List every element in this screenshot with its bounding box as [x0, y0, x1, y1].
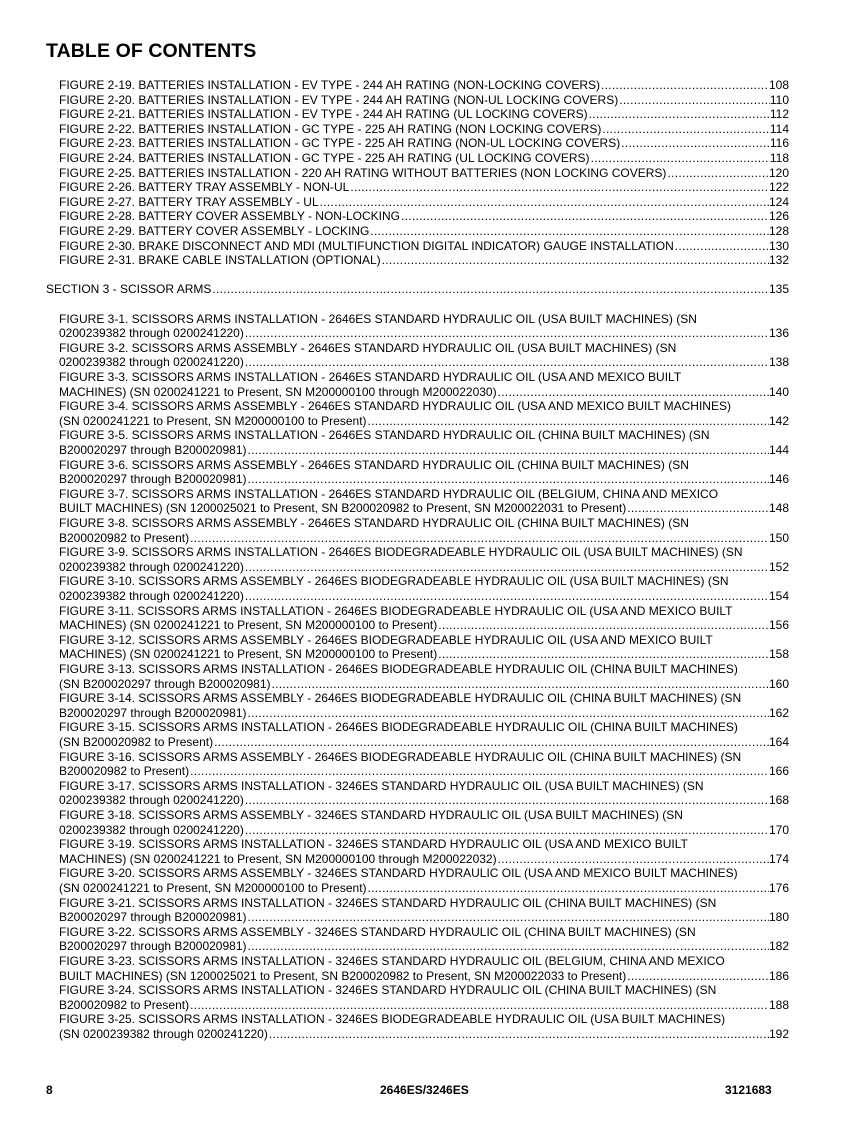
toc-page-number: 128	[768, 224, 789, 238]
toc-entry-text: B200020297 through B200020981)	[59, 939, 247, 954]
toc-entry-text: FIGURE 3-7. SCISSORS ARMS INSTALLATION - 2646ES STANDARD HYDRAULIC OIL (BELGIUM, CHINA AND MEXICO	[59, 486, 719, 501]
toc-page-number: 154	[768, 589, 789, 603]
toc-entry-text: FIGURE 3-11. SCISSORS ARMS INSTALLATION - 2646ES BIODEGRADEABLE HYDRAULIC OIL (USA AND MEXICO BUILT	[59, 603, 733, 618]
toc-entry-text: FIGURE 2-26. BATTERY TRAY ASSEMBLY - NON-UL	[59, 180, 350, 195]
toc-entry-text: FIGURE 3-21. SCISSORS ARMS INSTALLATION - 3246ES STANDARD HYDRAULIC OIL (CHINA BUILT MACHINES) (SN	[59, 895, 717, 910]
toc-entry-line	[59, 969, 789, 984]
toc-entry-text: 0200239382 through 0200241220)	[59, 355, 244, 370]
dot-leader	[619, 93, 770, 108]
dot-leader	[245, 560, 769, 575]
toc-entry-text: (SN 0200239382 through 0200241220)	[59, 1027, 268, 1041]
toc-page-number: 138	[768, 355, 789, 370]
toc-entry-line	[59, 78, 789, 93]
toc-page-number: 144	[768, 443, 789, 457]
dot-leader	[621, 136, 770, 151]
page-title: TABLE OF CONTENTS	[46, 40, 257, 62]
toc-entry-text: 0200239382 through 0200241220)	[59, 793, 244, 808]
toc-entry-line	[59, 735, 789, 750]
dot-leader	[368, 414, 769, 429]
toc-entry-line	[59, 531, 789, 546]
toc-entry-text: FIGURE 3-22. SCISSORS ARMS ASSEMBLY - 3246ES STANDARD HYDRAULIC OIL (CHINA BUILT MACHINES) (SN	[59, 924, 696, 939]
toc-page-number: 126	[768, 209, 789, 224]
dot-leader	[190, 764, 769, 779]
toc-entry-text: FIGURE 3-2. SCISSORS ARMS ASSEMBLY - 2646ES STANDARD HYDRAULIC OIL (USA BUILT MACHINES) (SN	[59, 340, 677, 355]
dot-leader	[601, 78, 769, 93]
toc-entry-text: MACHINES) (SN 0200241221 to Present, SN M200000100 to Present)	[59, 618, 438, 633]
toc-page-number: 118	[769, 151, 789, 165]
toc-entry-line	[46, 282, 789, 297]
dot-leader	[245, 326, 769, 341]
toc-entry-text: FIGURE 3-13. SCISSORS ARMS INSTALLATION - 2646ES BIODEGRADEABLE HYDRAULIC OIL (CHINA BUILT MACHINES)	[59, 662, 738, 676]
toc-page-number: 156	[768, 618, 789, 633]
toc-page-number: 142	[768, 413, 789, 428]
toc-entry-line	[59, 881, 789, 896]
toc-entry-text: (SN 0200241221 to Present, SN M200000100 to Present)	[59, 413, 367, 428]
toc-entry-text: FIGURE 2-27. BATTERY TRAY ASSEMBLY - UL	[59, 194, 319, 209]
toc-entry-line	[59, 355, 789, 370]
dot-leader	[498, 852, 769, 867]
toc-page-number: 192	[768, 1027, 789, 1041]
toc-entry-text: FIGURE 2-28. BATTERY COVER ASSEMBLY - NON-LOCKING	[59, 209, 400, 224]
toc-entry-text: 0200239382 through 0200241220)	[59, 559, 244, 574]
toc-entry-text: FIGURE 3-23. SCISSORS ARMS INSTALLATION - 3246ES STANDARD HYDRAULIC OIL (BELGIUM, CHINA AND MEXICO	[59, 954, 725, 968]
toc-entry-text: FIGURE 3-1. SCISSORS ARMS INSTALLATION - 2646ES STANDARD HYDRAULIC OIL (USA BUILT MACHINES) (SN	[59, 311, 697, 326]
toc-entry-text: BUILT MACHINES) (SN 1200025021 to Present, SN B200020982 to Present, SN M200022033 to Present)	[59, 968, 627, 983]
dot-leader	[591, 151, 770, 166]
dot-leader	[248, 939, 769, 954]
toc-page-number: 108	[768, 78, 789, 92]
toc-entry-line	[59, 414, 789, 429]
toc-entry-text: B200020982 to Present)	[59, 997, 190, 1012]
toc-page-number: 160	[768, 676, 789, 691]
footer-page-number: 8	[46, 1083, 53, 1097]
toc-entry-line	[59, 443, 789, 458]
toc-page-number: 182	[768, 939, 789, 954]
dot-leader	[350, 180, 769, 195]
toc-entry-text: FIGURE 2-30. BRAKE DISCONNECT AND MDI (MULTIFUNCTION DIGITAL INDICATOR) GAUGE INSTALLATION	[59, 238, 674, 253]
toc-entry-line	[59, 501, 789, 516]
toc-page-number: 168	[768, 793, 789, 808]
dot-leader	[320, 195, 769, 210]
dot-leader	[438, 618, 769, 633]
toc-entry-text: FIGURE 2-25. BATTERIES INSTALLATION - 220 AH RATING WITHOUT BATTERIES (NON LOCKING COVERS)	[59, 165, 667, 180]
toc-entry-text: FIGURE 2-20. BATTERIES INSTALLATION - EV TYPE - 244 AH RATING (NON-UL LOCKING COVERS)	[59, 92, 619, 107]
toc-page-number: 150	[768, 530, 789, 545]
dot-leader	[382, 253, 769, 268]
toc-entry-line	[59, 136, 789, 151]
toc-entry-text: B200020982 to Present)	[59, 530, 190, 545]
dot-leader	[190, 531, 769, 546]
toc-entry-line	[59, 253, 789, 268]
toc-entry-line	[59, 107, 789, 122]
dot-leader	[602, 122, 770, 137]
toc-entry-line	[59, 180, 789, 195]
toc-entry-text: FIGURE 3-12. SCISSORS ARMS ASSEMBLY - 2646ES BIODEGRADEABLE HYDRAULIC OIL (USA AND MEXICO BUILT	[59, 632, 713, 647]
dot-leader	[212, 282, 769, 297]
toc-page-number: 120	[768, 165, 789, 180]
dot-leader	[269, 1027, 769, 1042]
toc-entry-text: BUILT MACHINES) (SN 1200025021 to Present, SN B200020982 to Present, SN M200022031 to Present)	[59, 501, 627, 516]
dot-leader	[248, 910, 769, 925]
toc-page-number: 114	[769, 121, 789, 136]
toc-entry-text: FIGURE 3-8. SCISSORS ARMS ASSEMBLY - 2646ES STANDARD HYDRAULIC OIL (CHINA BUILT MACHINES) (SN	[59, 516, 689, 530]
toc-entry-text: MACHINES) (SN 0200241221 to Present, SN M200000100 to Present)	[59, 647, 438, 662]
toc-page-number: 164	[768, 735, 789, 749]
toc-page-number: 162	[768, 705, 789, 720]
toc-entry-text: B200020297 through B200020981)	[59, 443, 247, 457]
toc-page-number: 152	[768, 559, 789, 574]
toc-entry-line	[59, 764, 789, 779]
toc-entry-line	[59, 195, 789, 210]
toc-page-number: 110	[769, 92, 789, 107]
toc-entry-text: MACHINES) (SN 0200241221 to Present, SN M200000100 through M200022032)	[59, 851, 497, 866]
toc-entry-line	[59, 706, 789, 721]
dot-leader	[675, 239, 769, 254]
dot-leader	[589, 107, 770, 122]
dot-leader	[627, 501, 769, 516]
footer-doc-number: 3121683	[725, 1083, 772, 1097]
toc-page-number: 176	[768, 881, 789, 895]
toc-page-number: 116	[769, 136, 789, 151]
toc-entry-line	[59, 589, 789, 604]
toc-entry-text: FIGURE 3-15. SCISSORS ARMS INSTALLATION - 2646ES BIODEGRADEABLE HYDRAULIC OIL (CHINA BUILT MACHINES)	[59, 720, 738, 735]
toc-entry-text: FIGURE 2-23. BATTERIES INSTALLATION - GC TYPE - 225 AH RATING (NON-UL LOCKING COVERS)	[59, 136, 621, 151]
toc-entry-line	[59, 326, 789, 341]
toc-entry-text: FIGURE 2-19. BATTERIES INSTALLATION - EV TYPE - 244 AH RATING (NON-LOCKING COVERS)	[59, 78, 600, 92]
toc-entry-line	[59, 823, 789, 838]
toc-entry-text: (SN B200020982 to Present)	[59, 735, 214, 749]
toc-entry-text: FIGURE 3-19. SCISSORS ARMS INSTALLATION - 3246ES STANDARD HYDRAULIC OIL (USA AND MEXICO BUILT	[59, 837, 688, 852]
dot-leader	[627, 969, 769, 984]
toc-entry-line	[59, 852, 789, 867]
dot-leader	[248, 472, 769, 487]
toc-page-number: 122	[768, 180, 789, 195]
toc-entry-line	[59, 647, 789, 662]
toc-entry-text: 0200239382 through 0200241220)	[59, 326, 244, 341]
toc-entry-text: FIGURE 3-24. SCISSORS ARMS INSTALLATION - 3246ES STANDARD HYDRAULIC OIL (CHINA BUILT MACHINES) (SN	[59, 983, 717, 998]
toc-page-number: 135	[768, 282, 789, 297]
toc-entry-text: (SN B200020297 through B200020981)	[59, 676, 271, 691]
toc-entry-line	[59, 910, 789, 925]
toc-entry-line	[59, 151, 789, 166]
dot-leader	[370, 224, 769, 239]
toc-entry-line	[59, 560, 789, 575]
toc-entry-line	[59, 224, 789, 239]
toc-page-number: 112	[769, 107, 789, 122]
toc-entry-text: FIGURE 2-24. BATTERIES INSTALLATION - GC TYPE - 225 AH RATING (UL LOCKING COVERS)	[59, 151, 590, 165]
toc-entry-line	[59, 166, 789, 181]
toc-entry-line	[59, 239, 789, 254]
toc-entry-line	[59, 677, 789, 692]
toc-entry-line	[59, 122, 789, 137]
toc-entry-text: FIGURE 2-29. BATTERY COVER ASSEMBLY - LOCKING	[59, 224, 370, 238]
toc-entry-text: FIGURE 3-16. SCISSORS ARMS ASSEMBLY - 2646ES BIODEGRADEABLE HYDRAULIC OIL (CHINA BUILT MACHINES) (SN	[59, 749, 742, 764]
toc-entry-text: FIGURE 3-9. SCISSORS ARMS INSTALLATION - 2646ES BIODEGRADEABLE HYDRAULIC OIL (USA BUILT MACHINES) (SN	[59, 545, 743, 560]
dot-leader	[401, 209, 769, 224]
toc-entry-line	[59, 209, 789, 224]
toc-entry-text: FIGURE 3-6. SCISSORS ARMS ASSEMBLY - 2646ES STANDARD HYDRAULIC OIL (CHINA BUILT MACHINES) (SN	[59, 457, 689, 472]
toc-entry-line	[59, 472, 789, 487]
toc-entry-line	[59, 1027, 789, 1042]
dot-leader	[190, 998, 769, 1013]
toc-entry-text: FIGURE 3-18. SCISSORS ARMS ASSEMBLY - 3246ES STANDARD HYDRAULIC OIL (USA BUILT MACHINES) (SN	[59, 808, 683, 822]
toc-page-number: 146	[768, 472, 789, 487]
dot-leader	[368, 881, 769, 896]
toc-entry-text: 0200239382 through 0200241220)	[59, 589, 244, 603]
toc-entry-text: B200020297 through B200020981)	[59, 910, 247, 925]
toc-entry-text: FIGURE 3-17. SCISSORS ARMS INSTALLATION - 3246ES STANDARD HYDRAULIC OIL (USA BUILT MACHINES) (SN	[59, 778, 704, 793]
toc-entry-text: FIGURE 2-31. BRAKE CABLE INSTALLATION (OPTIONAL)	[59, 253, 381, 268]
toc-entry-text: FIGURE 2-22. BATTERIES INSTALLATION - GC TYPE - 225 AH RATING (NON LOCKING COVERS)	[59, 121, 602, 136]
toc-entry-text: 0200239382 through 0200241220)	[59, 822, 244, 837]
dot-leader	[272, 677, 769, 692]
dot-leader	[667, 166, 769, 181]
toc-entry-line	[59, 793, 789, 808]
toc-page-number: 130	[768, 238, 789, 253]
toc-entry-line	[59, 385, 789, 400]
toc-page-number: 136	[768, 326, 789, 341]
toc-page-number: 124	[768, 194, 789, 209]
toc-entry-text: FIGURE 2-21. BATTERIES INSTALLATION - EV TYPE - 244 AH RATING (UL LOCKING COVERS)	[59, 107, 588, 122]
dot-leader	[245, 355, 769, 370]
toc-entry-text: MACHINES) (SN 0200241221 to Present, SN M200000100 through M200022030)	[59, 384, 497, 399]
dot-leader	[248, 443, 769, 458]
toc-entry-line	[59, 998, 789, 1013]
toc-page-number: 186	[768, 968, 789, 983]
toc-page-number: 148	[768, 501, 789, 516]
toc-entry-text: FIGURE 3-10. SCISSORS ARMS ASSEMBLY - 2646ES BIODEGRADEABLE HYDRAULIC OIL (USA BUILT MACHINES) (SN	[59, 574, 729, 589]
toc-entry-line	[59, 939, 789, 954]
toc-entry-text: FIGURE 3-25. SCISSORS ARMS INSTALLATION - 3246ES BIODEGRADEABLE HYDRAULIC OIL (USA BUILT MACHINES)	[59, 1012, 726, 1027]
toc-page-number: 158	[768, 647, 789, 662]
toc-page-number: 180	[768, 910, 789, 925]
toc-entry-text: (SN 0200241221 to Present, SN M200000100 to Present)	[59, 881, 367, 895]
toc-page-number: 132	[768, 253, 789, 268]
dot-leader	[245, 589, 769, 604]
toc-entry-text: SECTION 3 - SCISSOR ARMS	[46, 282, 212, 297]
dot-leader	[498, 385, 769, 400]
toc-page-number: 170	[768, 822, 789, 837]
dot-leader	[214, 735, 769, 750]
dot-leader	[248, 706, 769, 721]
toc-entry-text: B200020297 through B200020981)	[59, 705, 247, 720]
dot-leader	[438, 647, 769, 662]
toc-entry-text: FIGURE 3-4. SCISSORS ARMS ASSEMBLY - 2646ES STANDARD HYDRAULIC OIL (USA AND MEXICO BUILT MACHINES)	[59, 399, 731, 414]
dot-leader	[245, 823, 769, 838]
toc-page-number: 174	[768, 851, 789, 866]
toc-entry-text: B200020982 to Present)	[59, 764, 190, 779]
dot-leader	[245, 793, 769, 808]
toc-entry-text: FIGURE 3-5. SCISSORS ARMS INSTALLATION - 2646ES STANDARD HYDRAULIC OIL (CHINA BUILT MACHINES) (SN	[59, 428, 710, 443]
toc-entry-text: FIGURE 3-14. SCISSORS ARMS ASSEMBLY - 2646ES BIODEGRADEABLE HYDRAULIC OIL (CHINA BUILT MACHINES) (SN	[59, 691, 742, 706]
footer-model: 2646ES/3246ES	[380, 1083, 469, 1097]
toc-entry-line	[59, 93, 789, 108]
toc-entry-line	[59, 618, 789, 633]
toc-entry-text: FIGURE 3-20. SCISSORS ARMS ASSEMBLY - 3246ES STANDARD HYDRAULIC OIL (USA AND MEXICO BUILT MACHINES)	[59, 866, 738, 881]
toc-page-number: 188	[768, 997, 789, 1012]
toc-entry-text: B200020297 through B200020981)	[59, 472, 247, 487]
toc-entry-text: FIGURE 3-3. SCISSORS ARMS INSTALLATION - 2646ES STANDARD HYDRAULIC OIL (USA AND MEXICO BUILT	[59, 370, 682, 384]
toc-page-number: 140	[768, 384, 789, 399]
toc-page-number: 166	[768, 764, 789, 779]
